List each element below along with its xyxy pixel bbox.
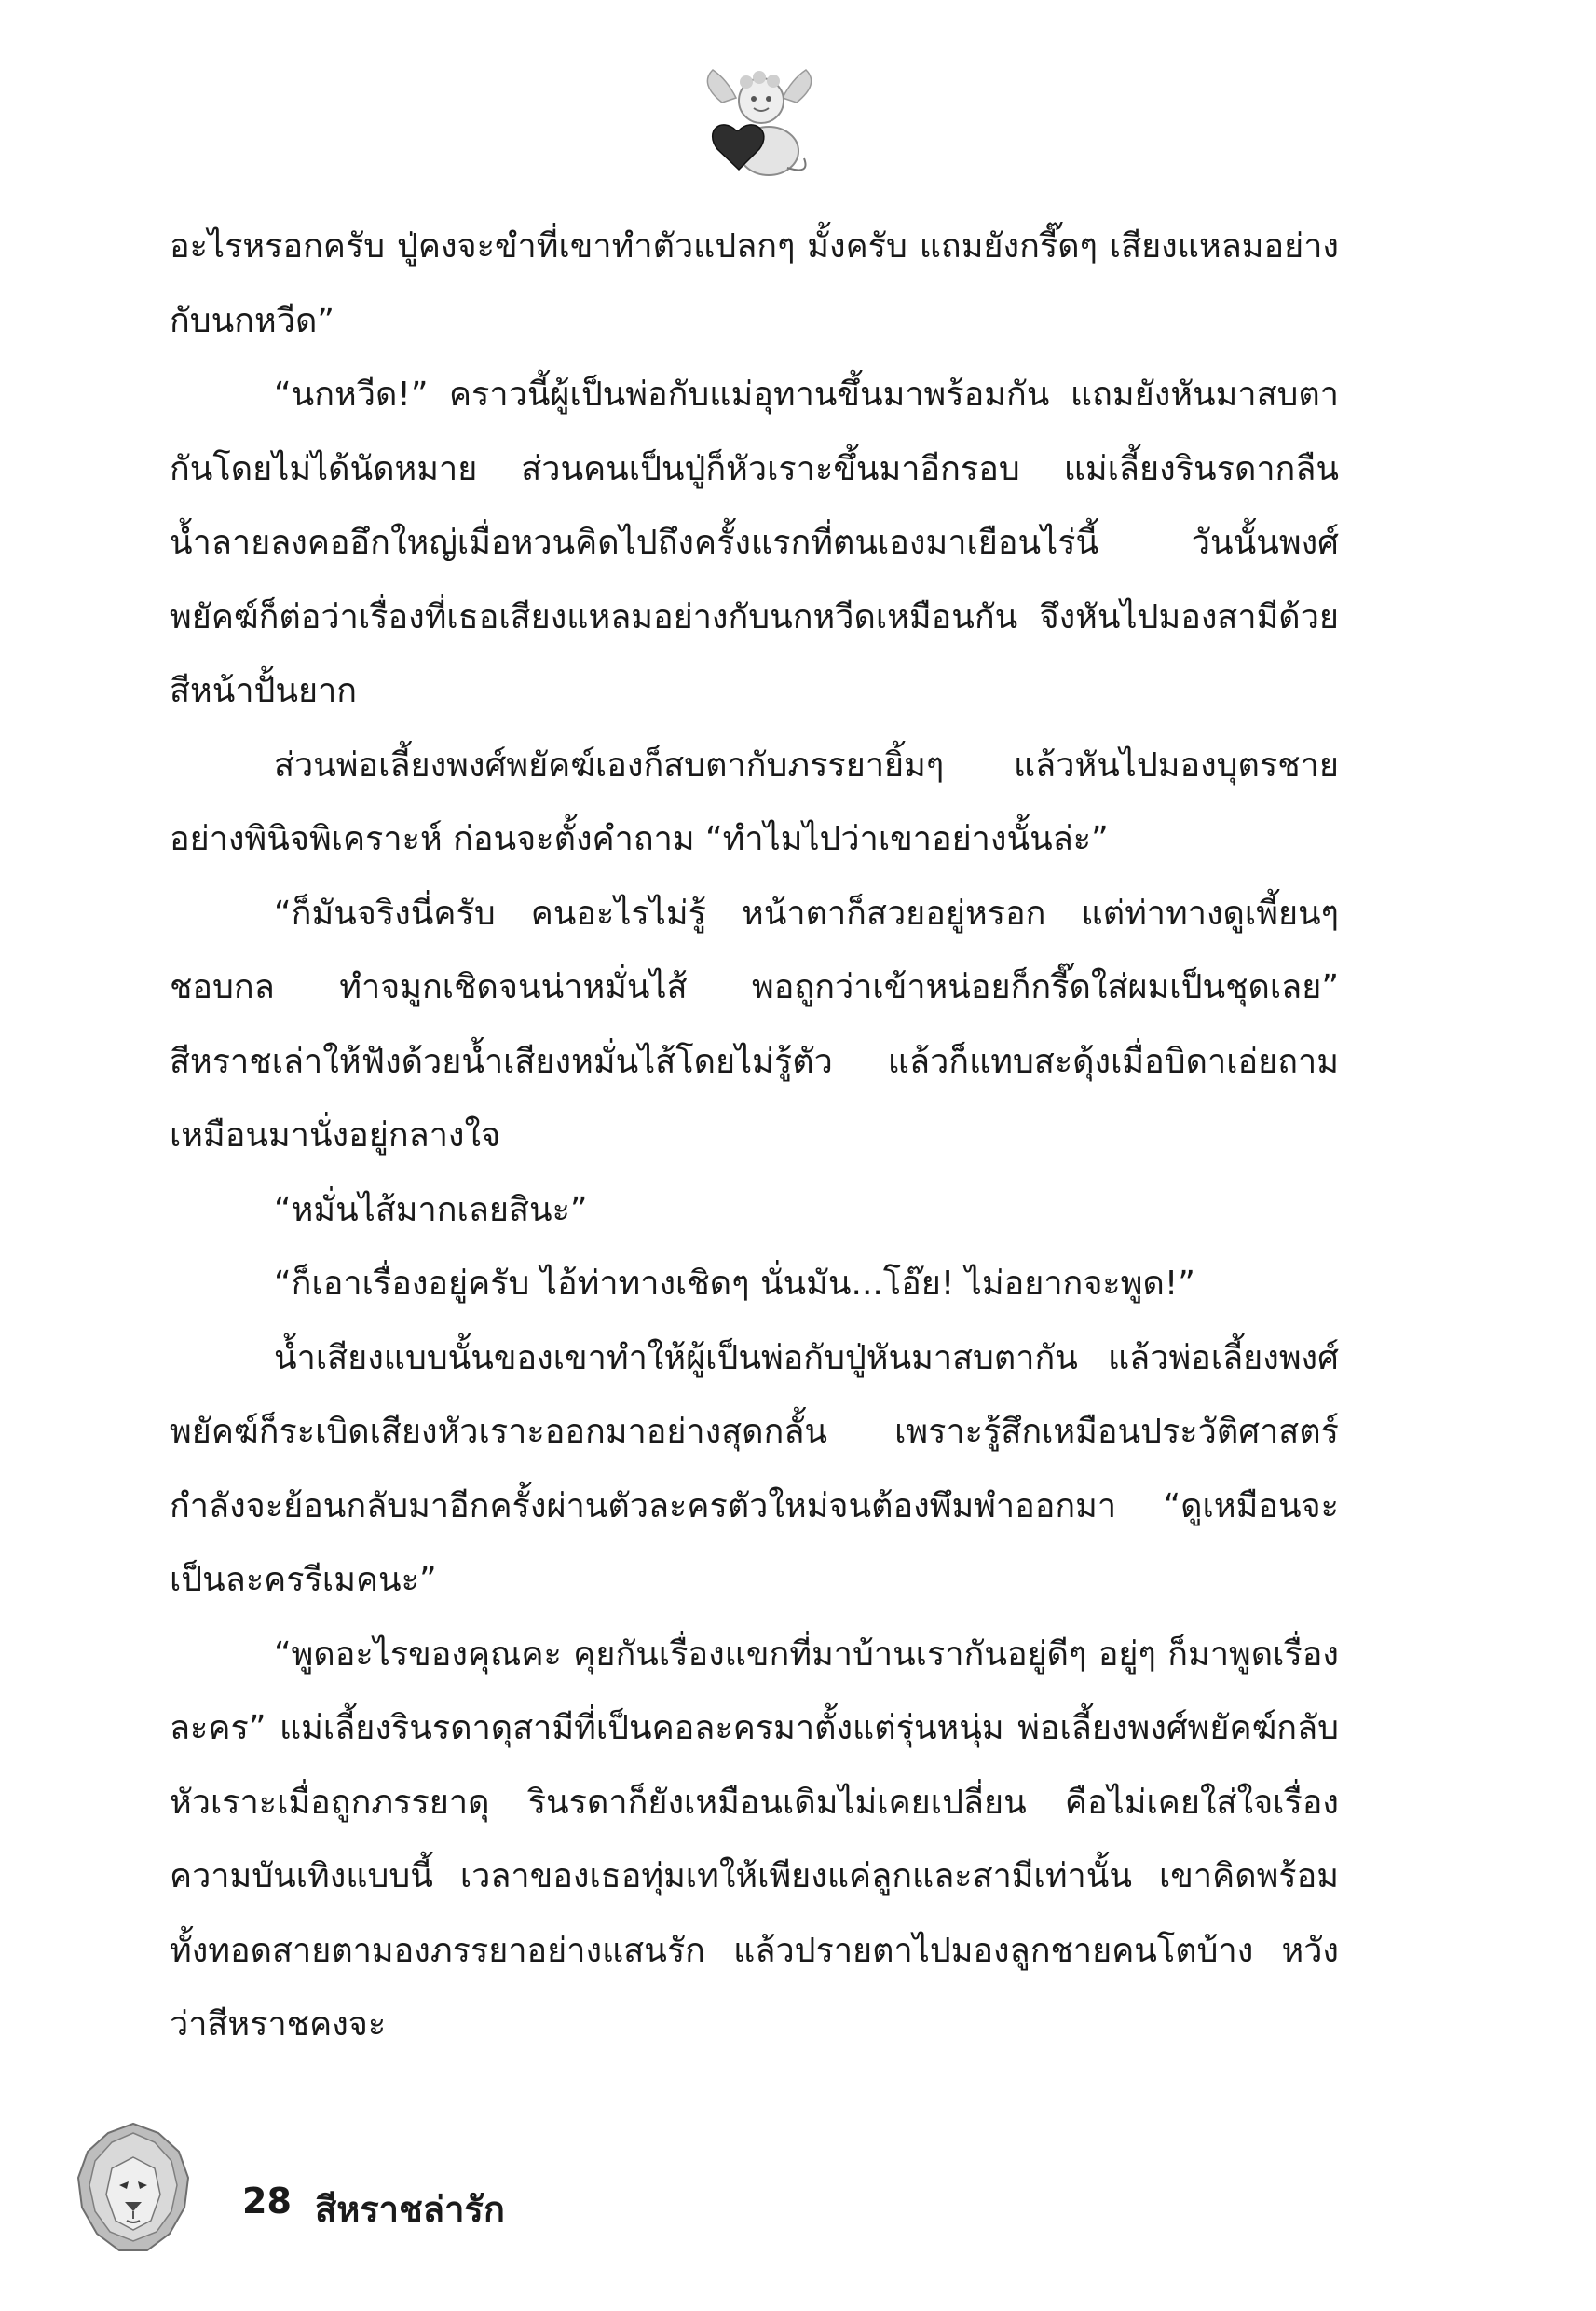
lion-head-icon [73, 2120, 194, 2260]
paragraph: “หมั่นไส้มากเลยสินะ” [274, 1190, 588, 1229]
paragraph: “ก็เอาเรื่องอยู่ครับ ไอ้ท่าทางเชิดๆ นั่นมัน...โอ๊ย! ไม่อยากจะพูด!” [274, 1265, 1195, 1303]
paragraph: “พูดอะไรของคุณคะ คุยกันเรื่องแขกที่มาบ้านเรากันอยู่ดีๆ อยู่ๆ ก็มาพูดเรื่องละคร” แม่เลี้ยงรินรดาดุสามีที่เป็นคอละครมาตั้งแต่รุ่นหนุ่ม พ่อเลี้ยงพงศ์พยัคฆ์กลับหัวเราะเมื่อถูกภรรยาดุ รินรดาก็ยังเหมือนเดิมไม่เคยเปลี่ยน คือไม่เคยใส่ใจเรื่องความบันเทิงแบบนี้ เวลาของเธอทุ่มเทให้เพียงแค่ลูกและสามีเท่านั้น เขาคิดพร้อมทั้งทอดสายตามองภรรยาอย่างแสนรัก แล้วปรายตาไปมองลูกชายคนโตบ้าง หวังว่าสีหราชคงจะ [170, 1634, 1339, 2044]
page-number: 28 [242, 2181, 292, 2222]
paragraph: ส่วนพ่อเลี้ยงพงศ์พยัคฆ์เองก็สบตากับภรรยายิ้มๆ แล้วหันไปมองบุตรชายอย่างพินิจพิเคราะห์ ก่อนจะตั้งคำถาม “ทำไมไปว่าเขาอย่างนั้นล่ะ” [170, 745, 1339, 858]
paragraph: อะไรหรอกครับ ปู่คงจะขำที่เขาทำตัวแปลกๆ มั้งครับ แถมยังกรี๊ดๆ เสียงแหลมอย่างกับนกหวีด” [170, 227, 1339, 340]
body-text [170, 210, 1339, 2062]
cupid-with-heart-icon [694, 65, 825, 186]
book-title: สีหราชล่ารัก [315, 2189, 505, 2230]
paragraph: “นกหวีด!” คราวนี้ผู้เป็นพ่อกับแม่อุทานขึ้นมาพร้อมกัน แถมยังหันมาสบตากันโดยไม่ได้นัดหมาย ส่วนคนเป็นปู่ก็หัวเราะขึ้นมาอีกรอบ แม่เลี้ยงรินรดากลืนน้ำลายลงคออึกใหญ่เมื่อหวนคิดไปถึงครั้งแรกที่ตนเองมาเยือนไร่นี้ วันนั้นพงศ์พยัคฆ์ก็ต่อว่าเรื่องที่เธอเสียงแหลมอย่างกับนกหวีดเหมือนกัน จึงหันไปมองสามีด้วยสีหน้าปั้นยาก [170, 376, 1339, 710]
paragraph: น้ำเสียงแบบนั้นของเขาทำให้ผู้เป็นพ่อกับปู่หันมาสบตากัน แล้วพ่อเลี้ยงพงศ์พยัคฆ์ก็ระเบิดเสียงหัวเราะออกมาอย่างสุดกลั้น เพราะรู้สึกเหมือนประวัติศาสตร์กำลังจะย้อนกลับมาอีกครั้งผ่านตัวละครตัวใหม่จนต้องพึมพำออกมา “ดูเหมือนจะเป็นละครรีเมคนะ” [170, 1338, 1339, 1599]
paragraph: “ก็มันจริงนี่ครับ คนอะไรไม่รู้ หน้าตาก็สวยอยู่หรอก แต่ท่าทางดูเพี้ยนๆ ชอบกล ทำจมูกเชิดจนน่าหมั่นไส้ พอถูกว่าเข้าหน่อยก็กรี๊ดใส่ผมเป็นชุดเลย” สีหราชเล่าให้ฟังด้วยน้ำเสียงหมั่นไส้โดยไม่รู้ตัว แล้วก็แทบสะดุ้งเมื่อบิดาเอ่ยถามเหมือนมานั่งอยู่กลางใจ [170, 894, 1339, 1155]
